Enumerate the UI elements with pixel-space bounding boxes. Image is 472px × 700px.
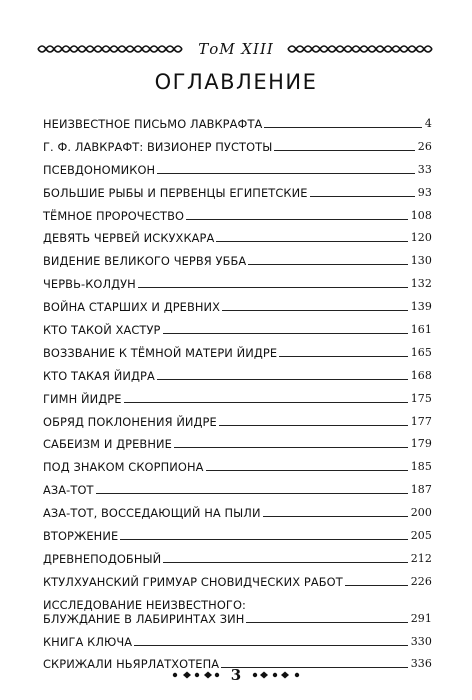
dot-leader bbox=[163, 333, 408, 334]
toc-entry-title: ВОЙНА СТАРШИХ И ДРЕВНИХ bbox=[43, 300, 221, 315]
toc-entry-title: ДЕВЯТЬ ЧЕРВЕЙ ИСКУХКАРА bbox=[43, 231, 215, 246]
toc-entry-title: ПСЕВДОНОМИКОН bbox=[43, 162, 156, 177]
toc-entry-page: 330 bbox=[410, 634, 432, 648]
dot-leader bbox=[134, 645, 408, 646]
toc-entry-page: 187 bbox=[410, 483, 432, 497]
dot-leader bbox=[157, 379, 408, 380]
toc-entry-page: 168 bbox=[410, 368, 432, 382]
toc-entry-page: 177 bbox=[410, 414, 432, 428]
dot-leader bbox=[246, 622, 407, 623]
dot-leader bbox=[310, 196, 415, 197]
toc-entry-page: 130 bbox=[410, 254, 432, 268]
toc-entry-title: ВОЗЗВАНИЕ К ТЁМНОЙ МАТЕРИ ЙИДРЕ bbox=[43, 345, 278, 360]
toc-entry bbox=[43, 415, 432, 429]
toc-entry-title: КНИГА КЛЮЧА bbox=[43, 634, 133, 649]
dot-leader bbox=[174, 447, 408, 448]
page-number: 3 bbox=[230, 666, 242, 684]
toc-entry bbox=[43, 437, 432, 451]
toc-entry bbox=[43, 529, 432, 543]
toc-entry-page: 26 bbox=[417, 139, 432, 153]
toc-entry-page: 161 bbox=[410, 323, 432, 337]
toc-entry-page: 139 bbox=[410, 300, 432, 314]
toc-entry-page: 132 bbox=[410, 277, 432, 291]
toc-entry-page: 175 bbox=[410, 391, 432, 405]
toc-entry bbox=[43, 231, 432, 245]
toc-entry bbox=[43, 598, 432, 626]
dot-leader bbox=[124, 402, 408, 403]
toc-entry-page: 291 bbox=[410, 611, 432, 625]
page-title: ОГЛАВЛЕНИЕ bbox=[154, 70, 318, 94]
dot-leader bbox=[264, 127, 421, 128]
toc-entry-page: 179 bbox=[410, 437, 432, 451]
scroll-ornament-icon bbox=[286, 42, 436, 56]
dot-leader bbox=[263, 516, 408, 517]
toc-entry bbox=[43, 323, 432, 337]
toc-entry-title: АЗА-ТОТ, ВОССЕДАЮЩИЙ НА ПЫЛИ bbox=[43, 506, 261, 521]
toc-entry-page: 336 bbox=[410, 657, 432, 671]
toc-entry-title: БОЛЬШИЕ РЫБЫ И ПЕРВЕНЦЫ ЕГИПЕТСКИЕ bbox=[43, 185, 308, 200]
toc-entry-title: ВИДЕНИЕ ВЕЛИКОГО ЧЕРВЯ УББА bbox=[43, 254, 247, 269]
toc-entry bbox=[43, 552, 432, 566]
toc-entry bbox=[43, 140, 432, 154]
toc-entry-title: НЕИЗВЕСТНОЕ ПИСЬМО ЛАВКРАФТА bbox=[43, 117, 263, 131]
dot-leader bbox=[206, 470, 408, 471]
toc-entry-title: ТЁМНОЕ ПРОРОЧЕСТВО bbox=[43, 208, 185, 223]
toc-entry-title: ДРЕВНЕПОДОБНЫЙ bbox=[43, 551, 162, 566]
dot-diamond-ornament-icon bbox=[171, 670, 221, 680]
table-of-contents bbox=[43, 117, 432, 680]
toc-entry bbox=[43, 209, 432, 223]
toc-entry bbox=[43, 346, 432, 360]
toc-entry bbox=[43, 117, 432, 131]
dot-leader bbox=[248, 264, 407, 265]
toc-entry bbox=[43, 483, 432, 497]
toc-entry-page: 212 bbox=[410, 551, 432, 565]
dot-leader bbox=[274, 150, 414, 151]
toc-entry bbox=[43, 277, 432, 291]
toc-entry-title: ВТОРЖЕНИЕ bbox=[43, 529, 119, 544]
toc-entry-page: 4 bbox=[424, 117, 432, 130]
toc-entry bbox=[43, 369, 432, 383]
dot-leader bbox=[279, 356, 408, 357]
dot-leader bbox=[163, 562, 407, 563]
running-header bbox=[36, 36, 436, 62]
toc-entry-title: ГИМН ЙИДРЕ bbox=[43, 391, 122, 406]
dot-leader bbox=[96, 493, 408, 494]
toc-entry bbox=[43, 575, 432, 589]
scroll-ornament-icon bbox=[36, 42, 186, 56]
toc-entry-title: БЛУЖДАНИЕ В ЛАБИРИНТАХ ЗИН bbox=[43, 611, 245, 626]
toc-entry-title: Г. Ф. ЛАВКРАФТ: ВИЗИОНЕР ПУСТОТЫ bbox=[43, 139, 273, 154]
toc-entry bbox=[43, 254, 432, 268]
toc-entry bbox=[43, 300, 432, 314]
toc-entry-title: ПОД ЗНАКОМ СКОРПИОНА bbox=[43, 460, 204, 475]
toc-entry-title: КТО ТАКОЙ ХАСТУР bbox=[43, 323, 161, 338]
dot-leader bbox=[157, 173, 415, 174]
toc-entry bbox=[43, 186, 432, 200]
toc-entry-page: 165 bbox=[410, 345, 432, 359]
dot-leader bbox=[138, 287, 408, 288]
toc-entry-title: АЗА-ТОТ bbox=[43, 483, 94, 498]
toc-entry bbox=[43, 392, 432, 406]
toc-entry-title-line1: ИССЛЕДОВАНИЕ НЕИЗВЕСТНОГО: bbox=[43, 597, 246, 612]
toc-entry-title: ОБРЯД ПОКЛОНЕНИЯ ЙИДРЕ bbox=[43, 414, 217, 429]
volume-label: ТоМ XIII bbox=[198, 40, 274, 58]
dot-diamond-ornament-icon bbox=[251, 670, 301, 680]
toc-entry-page: 200 bbox=[410, 506, 432, 520]
dot-leader bbox=[345, 585, 408, 586]
dot-leader bbox=[216, 241, 407, 242]
toc-entry-page: 108 bbox=[410, 208, 432, 222]
toc-entry-page: 226 bbox=[410, 574, 432, 588]
toc-entry bbox=[43, 635, 432, 649]
toc-entry-title: СКРИЖАЛИ НЬЯРЛАТХОТЕПА bbox=[43, 657, 220, 672]
toc-entry-page: 33 bbox=[417, 162, 432, 176]
dot-leader bbox=[219, 425, 408, 426]
toc-entry-line2 bbox=[43, 612, 432, 626]
dot-leader bbox=[222, 310, 408, 311]
header-ornament-right bbox=[286, 42, 436, 56]
toc-entry-page: 120 bbox=[410, 231, 432, 245]
dot-leader bbox=[120, 539, 407, 540]
toc-entry bbox=[43, 163, 432, 177]
dot-leader bbox=[186, 219, 408, 220]
toc-entry bbox=[43, 460, 432, 474]
toc-entry-title: ЧЕРВЬ-КОЛДУН bbox=[43, 277, 136, 292]
toc-entry bbox=[43, 506, 432, 520]
toc-entry-page: 205 bbox=[410, 529, 432, 543]
toc-entry-page: 185 bbox=[410, 460, 432, 474]
toc-entry-title: САБЕИЗМ И ДРЕВНИЕ bbox=[43, 437, 172, 452]
header-ornament-left bbox=[36, 42, 186, 56]
toc-entry-page: 93 bbox=[417, 185, 432, 199]
page-footer bbox=[150, 665, 322, 685]
toc-entry-title: КТУЛХУАНСКИЙ ГРИМУАР СНОВИДЧЕСКИХ РАБОТ bbox=[43, 574, 343, 589]
toc-entry-title: КТО ТАКАЯ ЙИДРА bbox=[43, 368, 155, 383]
